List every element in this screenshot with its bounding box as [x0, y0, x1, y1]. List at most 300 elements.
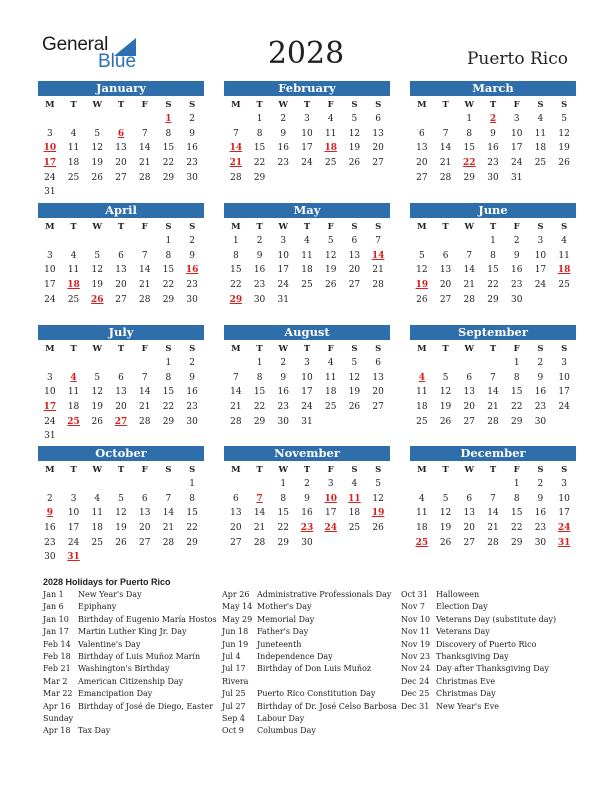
day-cell: 8 — [165, 372, 172, 383]
month-header: April — [38, 203, 204, 218]
day-cell — [343, 293, 367, 308]
day-cell: 29 — [186, 537, 198, 548]
day-cell: 26 — [348, 158, 361, 169]
weekday-label: T — [70, 100, 77, 110]
day-cell: 19 — [439, 523, 452, 534]
holiday-day-cell: 31 — [67, 552, 80, 563]
weekday-label: T — [489, 465, 497, 475]
day-cell: 12 — [324, 250, 337, 261]
day-cell: 22 — [253, 158, 266, 169]
day-cell: 22 — [487, 280, 499, 291]
day-cell: 28 — [487, 416, 499, 427]
day-cell: 21 — [487, 523, 499, 534]
day-cell — [434, 234, 458, 249]
weekday-label: T — [489, 222, 497, 232]
day-cell: 6 — [466, 372, 473, 383]
weekday-label: F — [141, 465, 148, 475]
holiday-name: Mother's Day — [257, 602, 312, 612]
day-cell: 27 — [463, 537, 475, 548]
weekday-label: F — [513, 222, 520, 232]
weekday-label: F — [327, 465, 334, 475]
month-header: July — [38, 325, 204, 340]
day-cell: 14 — [487, 387, 499, 398]
day-cell: 13 — [416, 143, 428, 154]
day-cell: 7 — [490, 372, 496, 383]
holiday-name: Birthday of Don Luis Muñoz — [257, 664, 372, 674]
day-cell — [85, 112, 109, 127]
day-cell: 13 — [348, 250, 361, 261]
day-cell — [109, 185, 133, 200]
month-header: September — [410, 325, 576, 340]
day-cell: 30 — [301, 537, 313, 548]
day-cell: 23 — [44, 537, 56, 548]
weekday-label: S — [351, 100, 358, 110]
day-cell: 3 — [46, 128, 53, 139]
day-cell: 27 — [439, 294, 452, 305]
day-cell: 17 — [44, 280, 56, 291]
day-cell: 20 — [416, 158, 428, 169]
weekday-label: S — [351, 222, 358, 232]
day-cell: 17 — [277, 265, 289, 276]
day-cell: 20 — [348, 265, 361, 276]
day-cell: 20 — [463, 402, 475, 413]
day-cell — [109, 550, 133, 565]
day-cell — [62, 234, 86, 249]
holiday-date: Feb 21 — [43, 664, 71, 674]
day-cell: 23 — [534, 402, 547, 413]
holiday-name: Birthday of José de Diego, Easter — [78, 701, 213, 711]
weekday-label: S — [189, 100, 196, 110]
day-cell: 10 — [301, 128, 313, 139]
day-cell — [319, 293, 343, 308]
day-cell: 6 — [232, 493, 239, 504]
month-may — [224, 203, 390, 323]
day-cell: 13 — [115, 387, 127, 398]
holiday-name: Christmas Eve — [436, 676, 496, 686]
holiday-name: American Citizenship Day — [78, 676, 184, 686]
weekday-label: F — [141, 222, 148, 232]
day-cell — [157, 550, 181, 565]
day-cell: 21 — [138, 280, 151, 291]
day-cell: 6 — [118, 372, 124, 383]
holiday-name: Memorial Day — [257, 614, 315, 624]
day-cell: 29 — [253, 416, 266, 427]
day-cell: 26 — [439, 416, 452, 427]
day-cell: 27 — [115, 294, 127, 305]
day-cell: 24 — [510, 158, 523, 169]
weekday-label: T — [256, 465, 263, 475]
day-cell: 28 — [463, 294, 475, 305]
day-cell — [457, 356, 481, 371]
day-cell: 8 — [256, 372, 263, 383]
holiday-day-cell: 4 — [70, 372, 77, 383]
day-cell — [157, 185, 181, 200]
day-cell: 9 — [189, 128, 195, 139]
month-header: February — [224, 81, 390, 96]
day-cell: 13 — [463, 387, 475, 398]
month-header: November — [224, 446, 390, 461]
day-cell: 3 — [537, 236, 544, 246]
holiday-date: Jan 1 — [43, 590, 64, 599]
month-days-grid — [224, 342, 390, 429]
weekday-label: T — [70, 344, 77, 354]
weekday-label: T — [303, 100, 311, 110]
day-cell: 16 — [510, 265, 523, 276]
weekday-label: W — [92, 465, 103, 475]
day-cell: 1 — [280, 479, 287, 489]
day-cell: 17 — [67, 523, 80, 534]
day-cell: 13 — [115, 143, 127, 154]
day-cell: 22 — [510, 402, 523, 413]
day-cell — [410, 234, 434, 249]
day-cell: 20 — [115, 158, 127, 169]
day-cell: 9 — [304, 493, 310, 504]
day-cell: 29 — [510, 416, 523, 427]
holiday-name: New Year's Eve — [436, 701, 499, 711]
day-cell — [133, 112, 157, 127]
day-cell: 11 — [324, 372, 337, 383]
day-cell: 25 — [67, 294, 80, 305]
day-cell: 8 — [189, 493, 195, 504]
holiday-name: Columbus Day — [257, 726, 316, 736]
month-days-grid — [38, 463, 204, 565]
day-cell: 1 — [165, 236, 172, 246]
day-cell: 12 — [348, 372, 361, 383]
day-cell: 9 — [537, 372, 544, 383]
day-cell — [295, 171, 319, 186]
weekday-label: W — [464, 222, 475, 232]
month-header: May — [224, 203, 390, 218]
day-cell: 6 — [375, 358, 381, 368]
month-days-grid — [410, 342, 576, 429]
day-cell: 17 — [558, 387, 570, 398]
day-cell: 27 — [416, 172, 428, 183]
day-cell: 18 — [324, 387, 337, 398]
weekday-label: F — [513, 465, 520, 475]
day-cell: 2 — [280, 114, 287, 124]
day-cell: 22 — [230, 280, 242, 291]
holiday-day-cell: 25 — [67, 416, 80, 427]
day-cell: 17 — [301, 143, 313, 154]
day-cell: 3 — [561, 479, 567, 489]
holiday-name: Birthday of Luis Muñoz Marín — [78, 651, 201, 661]
holiday-date: Jun 19 — [222, 639, 249, 649]
day-cell: 3 — [304, 114, 310, 124]
holiday-name: Juneteenth — [257, 639, 302, 649]
weekday-label: T — [70, 465, 77, 475]
day-cell: 15 — [162, 387, 175, 398]
day-cell: 11 — [558, 250, 570, 261]
weekday-label: T — [442, 344, 449, 354]
month-days-grid — [38, 220, 204, 307]
day-cell: 23 — [510, 280, 523, 291]
weekday-label: T — [442, 100, 449, 110]
day-cell: 24 — [44, 416, 56, 427]
day-cell — [109, 356, 133, 371]
day-cell: 23 — [186, 158, 198, 169]
day-cell: 28 — [138, 294, 151, 305]
day-cell — [434, 356, 458, 371]
day-cell — [434, 112, 458, 127]
month-days-grid — [410, 220, 576, 307]
holiday-day-cell: 10 — [43, 143, 57, 154]
day-cell: 21 — [162, 523, 175, 534]
holiday-date: Apr 16 — [43, 701, 71, 711]
day-cell: 1 — [165, 358, 172, 368]
day-cell: 21 — [138, 158, 151, 169]
day-cell: 21 — [372, 265, 384, 276]
day-cell — [38, 234, 62, 249]
day-cell: 29 — [162, 172, 175, 183]
holiday-name: Day after Thanksgiving Day — [436, 664, 549, 674]
holiday-date: Feb 14 — [43, 639, 71, 649]
brand-word-general: General — [42, 34, 109, 55]
day-cell: 30 — [487, 172, 499, 183]
day-cell: 5 — [327, 236, 334, 246]
calendar-country: Puerto Rico — [466, 49, 568, 69]
day-cell: 22 — [186, 523, 198, 534]
holiday-name: Election Day — [436, 602, 488, 612]
weekday-label: S — [165, 344, 172, 354]
holiday-date: Mar 22 — [43, 689, 73, 699]
day-cell: 20 — [372, 387, 384, 398]
day-cell: 23 — [253, 280, 266, 291]
day-cell: 22 — [162, 158, 175, 169]
day-cell — [343, 171, 367, 186]
day-cell: 2 — [256, 236, 263, 246]
holiday-date: Nov 24 — [401, 664, 431, 674]
day-cell: 16 — [487, 143, 499, 154]
month-october — [38, 446, 204, 566]
holiday-date: Dec 31 — [401, 701, 430, 711]
holiday-name: Veterans Day (substitute day) — [436, 614, 557, 624]
weekday-label: F — [513, 100, 520, 110]
holiday-date: Oct 31 — [401, 590, 428, 599]
holiday-date: Nov 19 — [401, 639, 431, 649]
day-cell: 10 — [510, 128, 523, 139]
weekday-label: T — [70, 222, 77, 232]
day-cell: 22 — [253, 402, 266, 413]
day-cell: 20 — [439, 280, 452, 291]
weekday-label: M — [45, 100, 55, 110]
day-cell: 30 — [277, 416, 289, 427]
day-cell: 22 — [277, 523, 289, 534]
day-cell: 21 — [138, 402, 151, 413]
day-cell: 30 — [534, 537, 547, 548]
day-cell: 16 — [186, 143, 198, 154]
weekday-label: T — [256, 100, 263, 110]
day-cell: 30 — [186, 294, 198, 305]
weekday-label: T — [117, 465, 125, 475]
weekday-label: M — [417, 100, 427, 110]
day-cell: 14 — [138, 265, 151, 276]
day-cell: 4 — [70, 250, 77, 261]
day-cell: 9 — [256, 250, 263, 261]
holiday-name: Tax Day — [78, 726, 111, 736]
month-march — [410, 81, 576, 201]
day-cell: 20 — [372, 143, 384, 154]
day-cell: 10 — [67, 508, 80, 519]
day-cell: 19 — [324, 265, 337, 276]
day-cell: 3 — [561, 358, 567, 368]
day-cell: 30 — [44, 552, 56, 563]
day-cell: 7 — [141, 250, 148, 261]
day-cell: 7 — [232, 128, 239, 139]
day-cell: 23 — [186, 402, 198, 413]
day-cell: 31 — [301, 416, 313, 427]
day-cell — [224, 477, 248, 492]
day-cell: 23 — [487, 158, 499, 169]
day-cell: 19 — [91, 280, 103, 291]
day-cell: 11 — [301, 250, 313, 261]
day-cell: 14 — [487, 508, 499, 519]
day-cell — [552, 415, 576, 430]
day-cell — [180, 185, 204, 200]
day-cell: 14 — [162, 508, 175, 519]
day-cell — [271, 171, 295, 186]
day-cell: 23 — [186, 280, 198, 291]
weekday-label: M — [231, 100, 241, 110]
holiday-name: Birthday of Dr. José Celso Barbosa — [257, 701, 397, 711]
day-cell — [410, 477, 434, 492]
day-cell: 13 — [115, 265, 127, 276]
day-cell: 5 — [351, 114, 358, 124]
weekday-label: W — [92, 100, 103, 110]
day-cell: 29 — [277, 537, 289, 548]
day-cell: 14 — [463, 265, 475, 276]
day-cell: 26 — [439, 537, 452, 548]
day-cell: 13 — [372, 372, 384, 383]
holiday-day-cell: 11 — [348, 493, 361, 504]
day-cell: 5 — [442, 493, 449, 504]
day-cell: 1 — [466, 114, 473, 124]
holiday-name: Independence Day — [257, 651, 333, 661]
day-cell: 15 — [510, 387, 523, 398]
weekday-label: W — [92, 344, 103, 354]
day-cell: 8 — [165, 128, 172, 139]
day-cell: 24 — [534, 280, 547, 291]
day-cell: 27 — [115, 172, 127, 183]
day-cell: 10 — [301, 372, 313, 383]
month-september — [410, 325, 576, 445]
holiday-day-cell: 17 — [43, 402, 57, 413]
day-cell: 19 — [348, 387, 361, 398]
day-cell: 19 — [348, 143, 361, 154]
day-cell: 12 — [91, 387, 103, 398]
weekday-label: S — [537, 222, 544, 232]
day-cell: 25 — [416, 416, 428, 427]
day-cell: 14 — [230, 387, 242, 398]
holiday-name: Halloween — [436, 590, 480, 599]
day-cell: 21 — [487, 402, 499, 413]
day-cell — [481, 477, 505, 492]
day-cell: 1 — [256, 114, 263, 124]
day-cell: 28 — [253, 537, 266, 548]
day-cell — [133, 185, 157, 200]
holiday-day-cell: 31 — [557, 537, 571, 548]
weekday-label: W — [92, 222, 103, 232]
day-cell: 13 — [230, 508, 242, 519]
month-days-grid — [410, 98, 576, 185]
day-cell: 30 — [510, 294, 523, 305]
day-cell: 8 — [513, 493, 520, 504]
day-cell — [319, 171, 343, 186]
day-cell: 7 — [490, 493, 496, 504]
day-cell: 24 — [67, 537, 80, 548]
day-cell: 3 — [70, 493, 77, 504]
day-cell: 21 — [230, 402, 242, 413]
day-cell: 2 — [537, 358, 544, 368]
holiday-date: Apr 18 — [43, 726, 71, 736]
day-cell: 28 — [439, 172, 452, 183]
month-days-grid — [224, 220, 390, 307]
day-cell — [62, 477, 86, 492]
day-cell — [529, 171, 553, 186]
day-cell: 4 — [418, 493, 425, 504]
weekday-label: T — [256, 344, 263, 354]
holiday-date: Oct 9 — [222, 726, 244, 736]
day-cell: 22 — [162, 402, 175, 413]
day-cell: 13 — [372, 128, 384, 139]
day-cell: 3 — [46, 250, 53, 261]
weekday-label: S — [561, 465, 568, 475]
day-cell: 3 — [280, 236, 287, 246]
day-cell: 5 — [418, 250, 425, 261]
weekday-label: S — [189, 465, 196, 475]
day-cell: 2 — [189, 358, 195, 368]
day-cell: 4 — [561, 236, 567, 246]
holiday-day-cell: 6 — [117, 128, 125, 139]
month-header: March — [410, 81, 576, 96]
holiday-date: Nov 7 — [401, 602, 425, 612]
weekday-label: S — [351, 465, 358, 475]
day-cell: 11 — [534, 128, 547, 139]
day-cell: 28 — [487, 537, 499, 548]
weekday-label: M — [45, 344, 55, 354]
day-cell — [366, 293, 390, 308]
day-cell: 9 — [189, 372, 195, 383]
day-cell: 31 — [277, 294, 289, 305]
holiday-date: Jan 6 — [43, 602, 64, 612]
day-cell: 16 — [44, 523, 56, 534]
day-cell: 19 — [439, 402, 452, 413]
day-cell: 27 — [348, 280, 361, 291]
day-cell: 15 — [230, 265, 242, 276]
day-cell: 17 — [510, 143, 523, 154]
day-cell: 30 — [186, 172, 198, 183]
holiday-day-cell: 25 — [415, 537, 429, 548]
day-cell: 24 — [44, 294, 56, 305]
day-cell: 2 — [46, 493, 53, 504]
day-cell: 16 — [277, 387, 289, 398]
day-cell: 14 — [138, 387, 151, 398]
day-cell — [366, 171, 390, 186]
holiday-name: Administrative Professionals Day — [257, 590, 392, 599]
day-cell: 2 — [304, 479, 310, 489]
holiday-date: Jan 10 — [43, 614, 69, 624]
holiday-day-cell: 24 — [324, 523, 337, 534]
holiday-date: May 29 — [222, 614, 253, 624]
month-header: August — [224, 325, 390, 340]
day-cell: 8 — [165, 250, 172, 261]
day-cell — [85, 234, 109, 249]
weekday-label: T — [303, 465, 311, 475]
day-cell: 16 — [534, 508, 547, 519]
month-days-grid — [38, 98, 204, 200]
day-cell: 8 — [256, 128, 263, 139]
day-cell: 27 — [372, 158, 384, 169]
month-july — [38, 325, 204, 445]
